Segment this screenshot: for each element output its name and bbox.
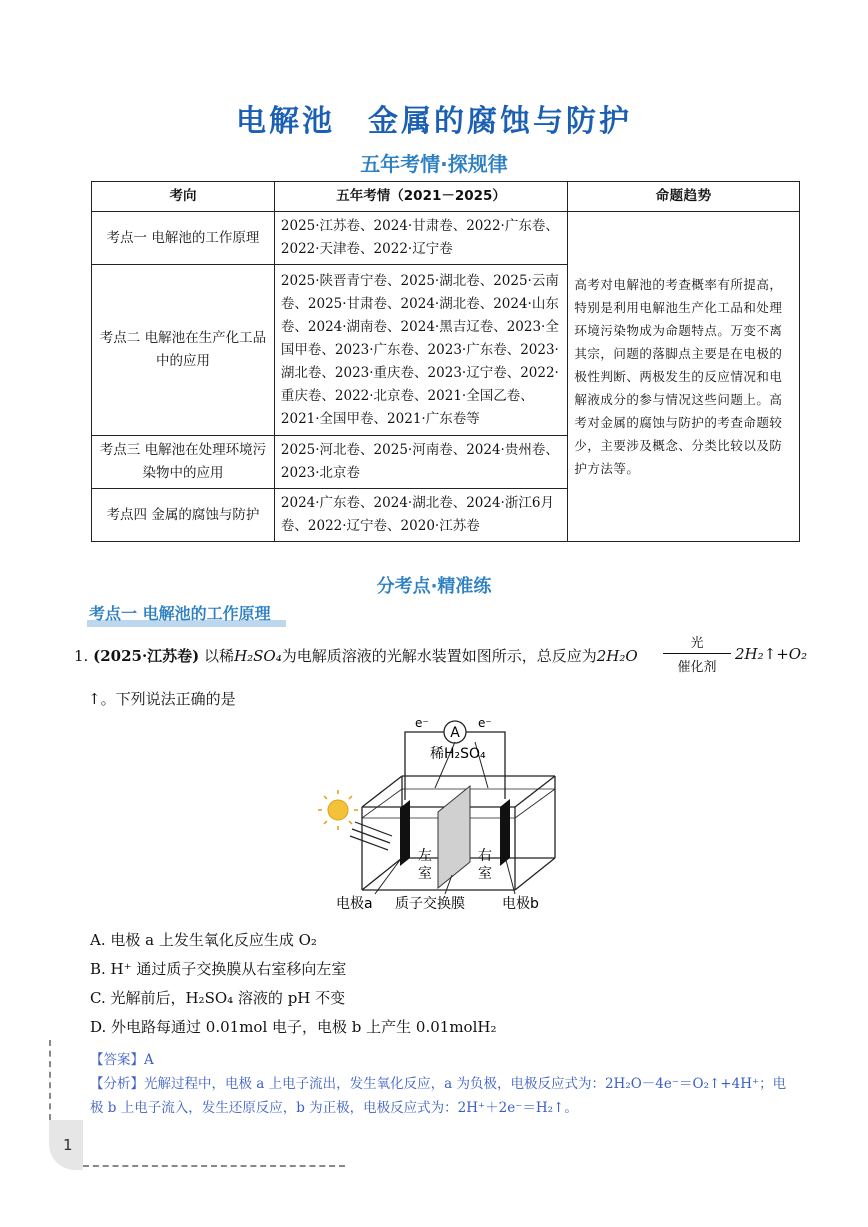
question-text: 以稀 [204,647,235,665]
page-number: 1 [63,1136,73,1154]
margin-dash-vertical [49,1040,51,1120]
topic-cell: 考点一 电解池的工作原理 [92,212,275,265]
analysis-line-1: 【分析】光解过程中，电极 a 上电子流出，发生氧化反应，a 为负极，电极反应式为：2H₂O－4e⁻＝O₂↑+4H⁺；电 [90,1076,787,1092]
question-stem [74,645,638,666]
electrode-b-label: 电极b [502,896,539,912]
topic-cell: 考点三 电解池在处理环境污染物中的应用 [92,436,275,489]
membrane-label: 质子交换膜 [395,896,465,912]
left-room-label: 左 [418,848,432,864]
left-room-label: 室 [418,866,432,882]
topic-cell: 考点四 金属的腐蚀与防护 [92,489,275,542]
table-header: 考向 [92,182,275,212]
formula: 2H₂O [596,647,638,665]
condition-top: 光 [690,636,704,651]
option-a: A. 电极 a 上发生氧化反应生成 O₂ [90,931,317,949]
electron-label-left: e⁻ [415,716,429,730]
section-heading-trends: 五年考情·探规律 [360,152,508,176]
exams-cell: 2025·河北卷、2025·河南卷、2024·贵州卷、2023·北京卷 [274,436,567,489]
exams-cell: 2024·广东卷、2024·湖北卷、2024·浙江6月卷、2022·辽宁卷、2020·江苏卷 [274,489,567,542]
topic-cell: 考点二 电解池在生产化工品中的应用 [92,265,275,436]
knowledge-point-heading: 考点一 电解池的工作原理 [89,604,271,623]
formula: H₂SO₄ [234,647,282,665]
table-header: 命题趋势 [568,182,800,212]
footer-dash-line [83,1165,345,1167]
analysis-line-2: 极 b 上电子流入，发生还原反应，b 为正极，电极反应式为：2H⁺＋2e⁻＝H₂↑。 [90,1100,578,1116]
option-c: C. 光解前后，H₂SO₄ 溶液的 pH 不变 [90,989,346,1007]
sun-icon [318,790,392,850]
exam-table [91,181,800,542]
question-source: (2025·江苏卷) [93,647,200,665]
option-b: B. H⁺ 通过质子交换膜从右室移向左室 [90,960,347,978]
right-room-label: 室 [478,866,492,882]
table-row [92,212,800,265]
exams-cell: 2025·陕晋青宁卷、2025·湖北卷、2025·云南卷、2025·甘肃卷、2024·湖北卷、2024·山东卷、2024·湖南卷、2024·黑吉辽卷、2023·全国甲卷、2023·广东卷、2023·广东卷、2023·湖北卷、2023·重庆卷、2023·辽宁卷、2022·重庆卷、2022·北京卷、2021·全国乙卷、2021·全国甲卷、2021·广东卷等 [274,265,567,436]
section-heading-practice: 分考点·精准练 [376,576,492,597]
right-room-label: 右 [478,848,492,864]
solution-label: 稀H₂SO₄ [430,746,486,762]
condition-bottom: 催化剂 [663,653,731,675]
question-text: 为电解质溶液的光解水装置如图所示，总反应为 [281,647,597,665]
option-d: D. 外电路每通过 0.01mol 电子，电极 b 上产生 0.01molH₂ [90,1018,497,1036]
question-text-line2: ↑。下列说法正确的是 [88,690,236,708]
electrode-a-label: 电极a [336,896,373,912]
trend-cell: 高考对电解池的考查概率有所提高，特别是利用电解池生产化工品和处理环境污染物成为命题特点。万变不离其宗，问题的落脚点主要是在电极的极性判断、两极发生的反应情况和电解液成分的参与情况这些问题上。高考对金属的腐蚀与防护的考查命题较少，主要涉及概念、分类比较以及防护方法等。 [568,212,800,542]
table-header: 五年考情（2021－2025） [274,182,567,212]
electron-label-right: e⁻ [478,716,492,730]
table-header-row [92,182,800,212]
reaction-product [735,645,807,663]
exams-cell: 2025·江苏卷、2024·甘肃卷、2022·广东卷、2022·天津卷、2022·辽宁卷 [274,212,567,265]
answer-text: 【答案】A [90,1052,154,1068]
reaction-condition [663,632,731,675]
question-number: 1. [74,647,89,665]
page-title: 电解池 金属的腐蚀与防护 [236,104,632,139]
ammeter-label: A [450,725,460,741]
formula: 2H₂↑+O₂ [735,645,808,663]
electrolysis-apparatus-figure [300,710,570,915]
